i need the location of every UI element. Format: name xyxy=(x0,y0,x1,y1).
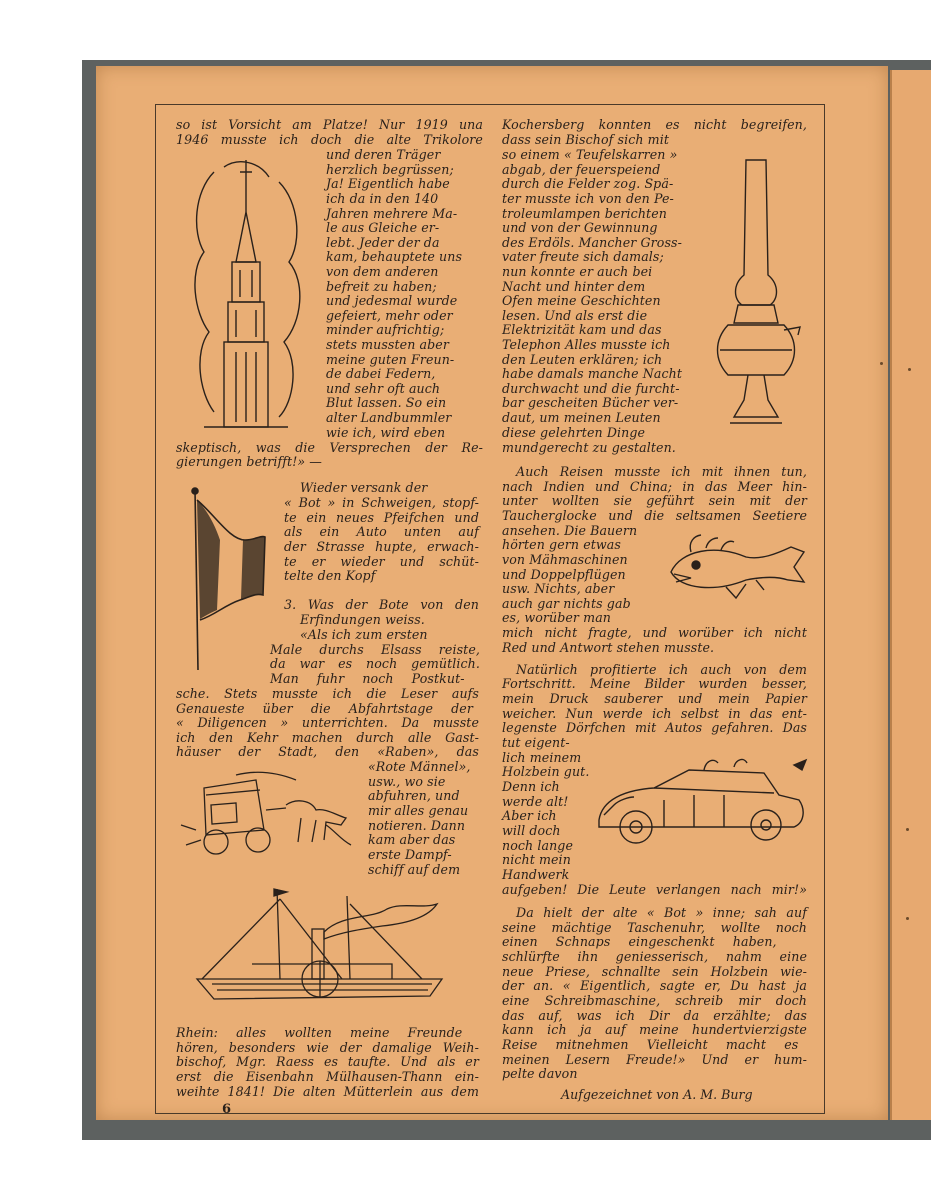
text-line: häuser der Stadt, den «Raben», das xyxy=(176,744,479,759)
text-line: Wieder versank der xyxy=(300,480,428,495)
text-line: schlürfte ihn geniesserisch, nahm eine xyxy=(502,949,807,964)
stagecoach-icon xyxy=(176,770,362,865)
text-line: Male durchs Elsass reiste, xyxy=(270,642,480,657)
text-line: «Als ich zum ersten xyxy=(300,627,428,642)
text-line: Auch Reisen musste ich mit ihnen tun, xyxy=(516,464,807,479)
text-line: eine Schreibmaschine, schreib mir doch xyxy=(502,993,807,1008)
text-line: le aus Gleiche er- xyxy=(326,220,440,235)
text-line: durch die Felder zog. Spä- xyxy=(502,176,674,191)
flag-icon xyxy=(185,485,270,675)
text-line: einen Schnaps eingeschenkt haben, xyxy=(502,934,777,949)
text-line: nun konnte er auch bei xyxy=(502,264,653,279)
text-line: abfuhren, und xyxy=(368,788,460,803)
fish-icon xyxy=(666,532,808,602)
text-line: « Bot » in Schweigen, stopf- xyxy=(284,495,479,510)
text-line: Denn ich xyxy=(502,779,560,794)
text-line: gefeiert, mehr oder xyxy=(326,308,453,323)
text-line: und jedesmal wurde xyxy=(326,293,458,308)
text-line: ich den Kehr machen durch alle Gast- xyxy=(176,730,479,745)
text-line: wie ich, wird eben xyxy=(326,425,446,440)
text-line: ich da in den 140 xyxy=(326,191,439,206)
text-line: ansehen. Die Bauern xyxy=(502,523,638,538)
text-line: durchwacht und die furcht- xyxy=(502,381,680,396)
text-line: legenste Dörfchen mit Autos gefahren. Das xyxy=(502,720,807,735)
text-line: schiff auf dem xyxy=(368,862,461,877)
text-line: weihte 1841! Die alten Mütterlein aus dem xyxy=(176,1084,479,1099)
text-line: hörten gern etwas xyxy=(502,537,621,552)
text-line: troleumlampen berichten xyxy=(502,206,667,221)
text-line: so ist Vorsicht am Platze! Nur 1919 una xyxy=(176,117,483,132)
text-line: seine mächtige Taschenuhr, wollte noch xyxy=(502,920,807,935)
text-line: Holzbein gut. xyxy=(502,764,590,779)
text-line: lich meinem xyxy=(502,750,582,765)
text-line: Ja! Eigentlich habe xyxy=(326,176,450,191)
text-line: alter Landbummler xyxy=(326,410,452,425)
text-line: ter musste ich von den Pe- xyxy=(502,191,674,206)
text-line: das auf, was ich Dir da erzählte; das xyxy=(502,1008,807,1023)
text-line: auch gar nichts gab xyxy=(502,596,631,611)
text-line: Kochersberg konnten es nicht begreifen, xyxy=(502,117,807,132)
text-line: Telephon Alles musste ich xyxy=(502,337,671,352)
text-line: dass sein Bischof sich mit xyxy=(502,132,670,147)
text-line: neue Priese, schnallte sein Holzbein wie- xyxy=(502,964,807,979)
cathedral-icon xyxy=(184,152,310,437)
text-line: Handwerk xyxy=(502,867,570,882)
text-line: bischof, Mgr. Raess es taufte. Und als er xyxy=(176,1054,479,1069)
text-line: te ein neues Pfeifchen und xyxy=(284,510,479,525)
text-line: 3. Was der Bote von den xyxy=(284,597,479,612)
text-line: «Rote Männel», xyxy=(368,759,471,774)
text-line: der Strasse hupte, erwach- xyxy=(284,539,479,554)
text-line: 1946 musste ich doch die alte Trikolore xyxy=(176,132,483,147)
text-line: abgab, der feuerspeiend xyxy=(502,162,661,177)
text-line: lebt. Jeder der da xyxy=(326,235,440,250)
text-line: Da hielt der alte « Bot » inne; sah auf xyxy=(516,905,807,920)
text-line: daut, um meinen Leuten xyxy=(502,410,661,425)
text-line: Elektrizität kam und das xyxy=(502,322,662,337)
text-line: nach Indien und China; in das Meer hin- xyxy=(502,479,807,494)
text-line: mundgerecht zu gestalten. xyxy=(502,440,676,455)
text-line: kam aber das xyxy=(368,832,456,847)
text-line: pelte davon xyxy=(502,1066,578,1081)
text-line: minder aufrichtig; xyxy=(326,322,445,337)
text-line: Genaueste über die Abfahrtstage der xyxy=(176,701,473,716)
text-line: lesen. Und als erst die xyxy=(502,308,648,323)
text-line: und Doppelpflügen xyxy=(502,567,626,582)
text-line: skeptisch, was die Versprechen der Re- xyxy=(176,440,483,455)
text-line: als ein Auto unten auf xyxy=(284,524,479,539)
text-line: de dabei Federn, xyxy=(326,366,436,381)
text-line: weicher. Nun werde ich selbst in das ent- xyxy=(502,706,807,721)
text-line: es, worüber man xyxy=(502,610,612,625)
text-line: Reise mitnehmen Vielleicht macht es xyxy=(502,1037,799,1052)
text-line: te er wieder und schüt- xyxy=(284,554,479,569)
text-line: Blut lassen. So ein xyxy=(326,395,447,410)
text-line: aufgeben! Die Leute verlangen nach mir!» xyxy=(502,882,807,897)
oil-lamp-icon xyxy=(708,155,806,430)
text-line: Taucherglocke und die seltsamen Seetiere xyxy=(502,508,807,523)
text-line: mich nicht fragte, und worüber ich nicht xyxy=(502,625,807,640)
text-line: stets mussten aber xyxy=(326,337,449,352)
text-line: mir alles genau xyxy=(368,803,469,818)
text-line: hören, besonders wie der damalige Weih- xyxy=(176,1040,479,1055)
text-line: unter wollten sie geführt sein mit der xyxy=(502,493,807,508)
text-line: sche. Stets musste ich die Leser aufs xyxy=(176,686,479,701)
text-line: « Diligencen » unterrichten. Da musste xyxy=(176,715,479,730)
text-line: usw. Nichts, aber xyxy=(502,581,615,596)
next-page-edge xyxy=(890,70,931,1120)
text-line: da war es noch gemütlich. xyxy=(270,656,480,671)
text-line: und deren Träger xyxy=(326,147,441,162)
text-line: so einem « Teufelskarren » xyxy=(502,147,678,162)
text-line: meinen Lesern Freude!» Und er hum- xyxy=(502,1052,807,1067)
text-line: erst die Eisenbahn Mülhausen-Thann ein- xyxy=(176,1069,479,1084)
text-line: den Leuten erklären; ich xyxy=(502,352,663,367)
text-line: des Erdöls. Mancher Gross- xyxy=(502,235,682,250)
text-line: usw., wo sie xyxy=(368,774,446,789)
text-line: bar gescheiten Bücher ver- xyxy=(502,395,679,410)
text-line: Natürlich profitierte ich auch von dem xyxy=(516,662,807,677)
text-line: Ofen meine Geschichten xyxy=(502,293,661,308)
text-line: der an. « Eigentlich, sagte er, Du hast ja xyxy=(502,978,807,993)
text-line: telte den Kopf xyxy=(284,568,376,583)
text-line: vater freute sich damals; xyxy=(502,249,664,264)
author-signature: Aufgezeichnet von A. M. Burg xyxy=(561,1087,753,1102)
text-line: Nacht und hinter dem xyxy=(502,279,646,294)
text-line: Erfindungen weiss. xyxy=(300,612,425,627)
text-line: und sehr oft auch xyxy=(326,381,441,396)
text-line: Rhein: alles wollten meine Freunde xyxy=(176,1025,463,1040)
text-line: kann ich ja auf meine hundertvierzigste xyxy=(502,1022,807,1037)
page-number: 6 xyxy=(222,1102,232,1117)
text-line: nicht mein xyxy=(502,852,571,867)
text-line: Man fuhr noch Postkut- xyxy=(270,671,465,686)
text-line: erste Dampf- xyxy=(368,847,452,862)
text-line: Aber ich xyxy=(502,808,557,823)
text-line: von dem anderen xyxy=(326,264,439,279)
text-line: gierungen betrifft!» — xyxy=(176,454,322,469)
text-line: meine guten Freun- xyxy=(326,352,455,367)
text-line: Fortschritt. Meine Bilder wurden besser, xyxy=(502,676,807,691)
text-line: Jahren mehrere Ma- xyxy=(326,206,458,221)
text-line: mein Druck sauberer und mein Papier xyxy=(502,691,807,706)
text-line: tut eigent- xyxy=(502,735,570,750)
steamship-icon xyxy=(192,884,448,1014)
car-icon xyxy=(594,755,810,850)
text-line: und von der Gewinnung xyxy=(502,220,658,235)
text-line: befreit zu haben; xyxy=(326,279,437,294)
text-line: Red und Antwort stehen musste. xyxy=(502,640,715,655)
text-line: diese gelehrten Dinge xyxy=(502,425,646,440)
text-line: notieren. Dann xyxy=(368,818,466,833)
text-line: herzlich begrüssen; xyxy=(326,162,454,177)
text-line: kam, behauptete uns xyxy=(326,249,463,264)
text-line: noch lange xyxy=(502,838,574,853)
text-line: von Mähmaschinen xyxy=(502,552,628,567)
text-line: will doch xyxy=(502,823,561,838)
text-line: werde alt! xyxy=(502,794,569,809)
text-line: habe damals manche Nacht xyxy=(502,366,682,381)
